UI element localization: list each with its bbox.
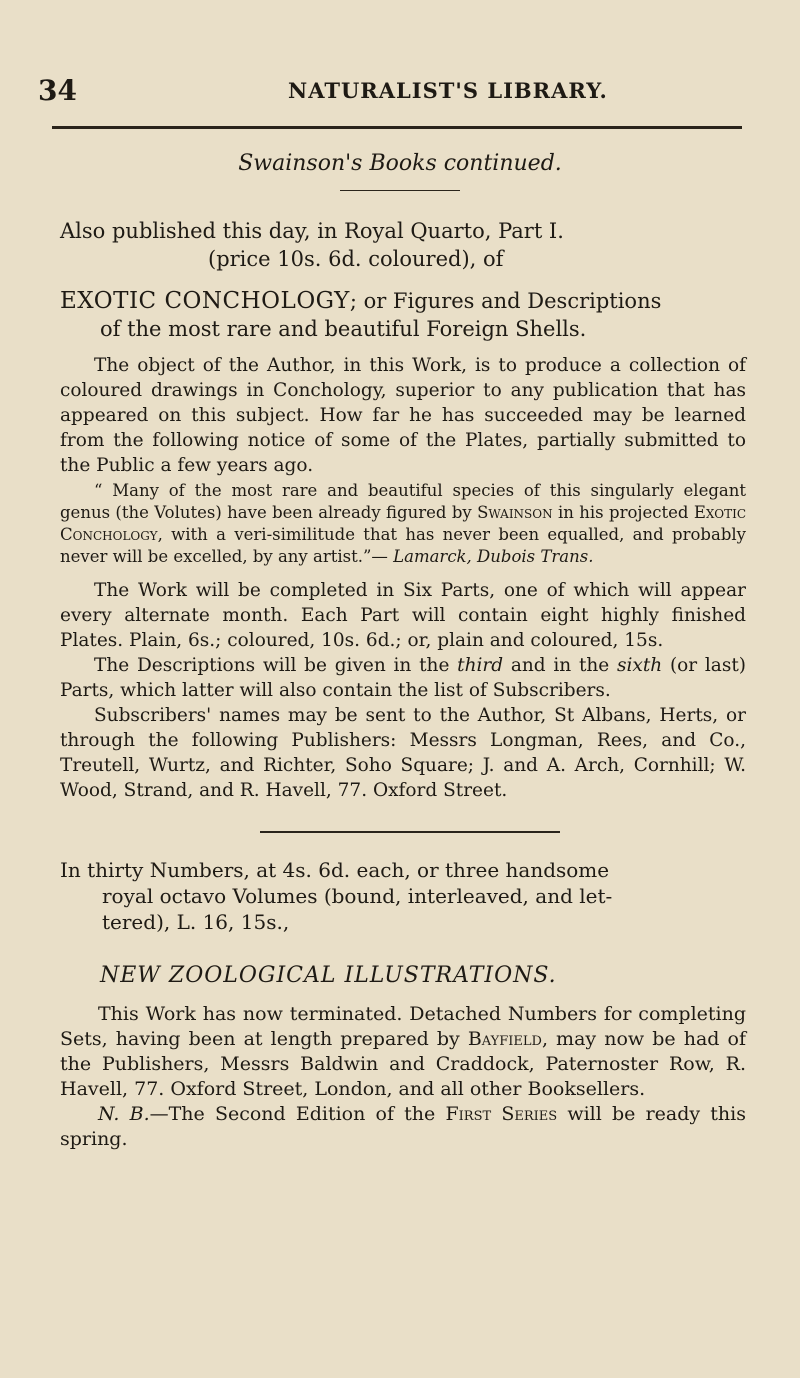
- paragraph-nb: [60, 1102, 746, 1152]
- quote-exotic-conchology: Exotic Conchology: [60, 503, 747, 544]
- quote-text-1: “ Many of the most rare and beautiful species of this singularly elegant genus (the Volutes) have been already figured by: [60, 481, 746, 522]
- page-header: [0, 40, 800, 107]
- work-title-rest: ; or Figures and Descriptions: [349, 289, 662, 313]
- nb-text-1: —The Second Edition of the: [149, 1103, 446, 1125]
- descriptions-text-1: The Descriptions will be given in the: [94, 655, 458, 676]
- final-body: [60, 1002, 746, 1152]
- quote-paragraph: [60, 480, 746, 568]
- header-rule: [52, 126, 742, 129]
- thirty-numbers: [60, 857, 746, 935]
- announcement: [60, 217, 746, 273]
- descriptions-text-3: (or last) Parts, which latter will also contain the list of Subscribers.: [60, 655, 746, 701]
- announcement-line-2: (price 10s. 6d. coloured), of: [208, 247, 504, 271]
- page-number: 34: [38, 74, 77, 107]
- paragraph-object: The object of the Author, in this Work, is to produce a collection of coloured drawings in Conchology, superior to any publication that has appeared on this subject. How far he has succeeded may be learned from the following notice of some of the Plates, partially submitted to the Public a few years ago.: [60, 355, 746, 476]
- nb-label: N. B.: [98, 1103, 150, 1125]
- terminated-text-1: This Work has now terminated. Detached Numbers for completing Sets, having been at length prepared by: [60, 1003, 746, 1050]
- terminated-bayfield: Bayfield: [467, 1028, 542, 1050]
- paragraph-terminated: [60, 1002, 746, 1102]
- work-title: [60, 287, 746, 343]
- announcement-line-1: Also published this day, in Royal Quarto, Part I.: [60, 219, 564, 243]
- descriptions-text-2: and in the: [503, 655, 617, 676]
- quote-text-3: , with a veri-similitude that has never been equalled, and probably never will be excelled, by any artist.”—: [60, 525, 746, 566]
- descriptions-third: third: [457, 655, 504, 676]
- description-body: [60, 353, 746, 478]
- terminated-text-2: , may now be had of the Publishers, Messrs Baldwin and Craddock, Paternoster Row, R. Havell, 77. Oxford Street, London, and all other Booksellers.: [60, 1028, 746, 1100]
- nb-text-2: will be ready this spring.: [60, 1103, 746, 1150]
- details-body: [60, 578, 746, 803]
- quote-block: [60, 480, 746, 568]
- thirty-line-2: royal octavo Volumes (bound, interleaved, and let-: [102, 884, 613, 908]
- zoological-title: NEW ZOOLOGICAL ILLUSTRATIONS.: [100, 963, 557, 988]
- work-title-caps: EXOTIC CONCHOLOGY: [60, 288, 350, 314]
- quote-text-2: in his projected: [552, 503, 694, 522]
- descriptions-sixth: sixth: [617, 655, 663, 676]
- thirty-line-3: tered), L. 16, 15s.,: [102, 910, 290, 934]
- middle-divider: [260, 831, 560, 833]
- running-head: NATURALIST'S LIBRARY.: [288, 78, 608, 103]
- section-heading: Swainson's Books continued.: [238, 151, 562, 176]
- paragraph-parts: The Work will be completed in Six Parts, one of which will appear every alternate month. Each Part will contain eight highly finished Plates. Plain, 6s.; coloured, 10s. 6d.; or, plain and coloured, 15s.: [60, 580, 746, 651]
- quote-swainson: Swainson: [477, 503, 553, 522]
- paragraph-descriptions: [60, 653, 746, 703]
- paragraph-subscribers: Subscribers' names may be sent to the Author, St Albans, Herts, or through the following Publishers: Messrs Longman, Rees, and Co., Treutell, Wurtz, and Richter, Soho Square; J. and A. Arch, Cornhill; W. Wood, Strand, and R. Havell, 77. Oxford Street.: [60, 705, 746, 801]
- quote-attribution: Lamarck, Dubois Trans.: [393, 547, 594, 566]
- section-divider: [340, 190, 460, 191]
- nb-first-series: First Series: [445, 1103, 558, 1125]
- work-title-line-2: of the most rare and beautiful Foreign Shells.: [100, 317, 587, 341]
- thirty-line-1: In thirty Numbers, at 4s. 6d. each, or three handsome: [60, 858, 610, 882]
